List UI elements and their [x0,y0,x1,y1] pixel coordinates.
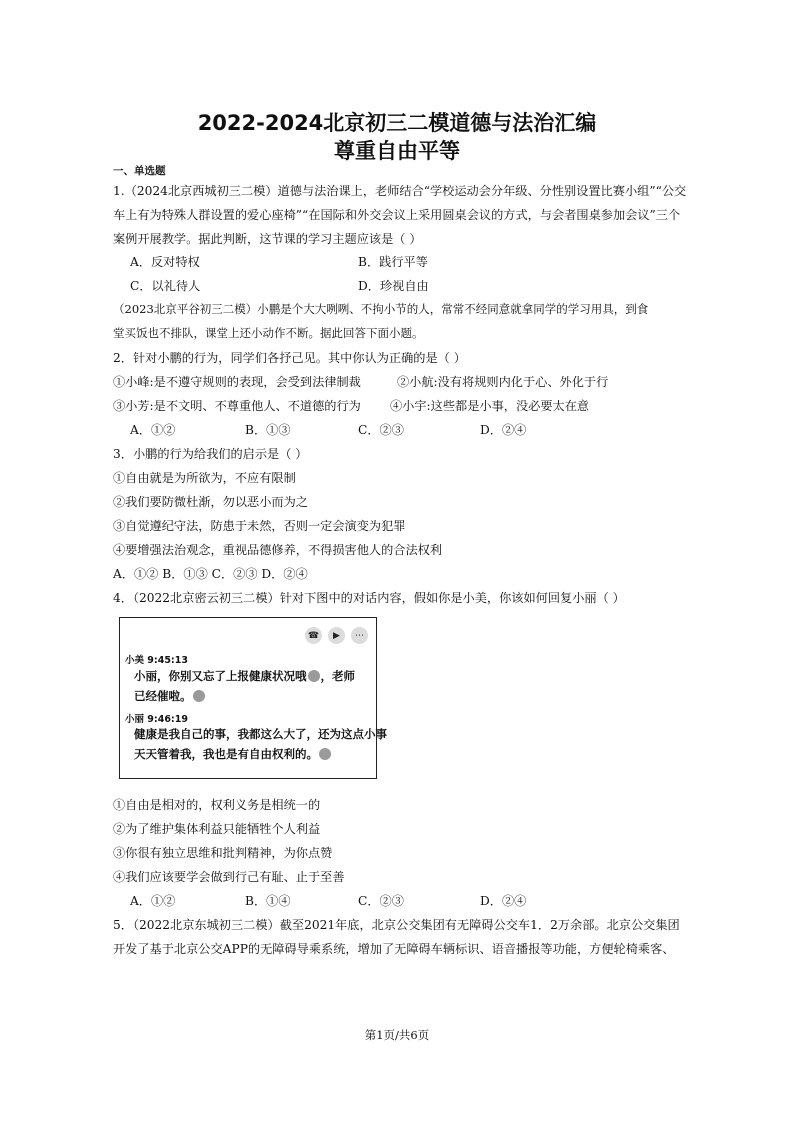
q1-stem-line3: 案例开展教学。据此判断，这节课的学习主题应该是（ ） [113,232,422,246]
q4-statement-2: ②为了维护集体利益只能牺牲个人利益 [113,822,321,836]
chat-message-2-line2: 天天管着我，我也是有自由权利的。 [134,747,318,761]
chat-sender-1: 小美 9:45:13 [125,655,188,666]
q3-statement-2: ②我们要防微杜渐，勿以恶小而为之 [113,495,308,509]
q1-option-a: A．反对特权 [130,255,200,269]
q4-option-a: A．①② [130,894,176,908]
chat-message-2 [134,724,387,764]
q3-statement-1: ①自由就是为所欲为，不应有限制 [113,471,296,485]
q1-option-c: C．以礼待人 [130,279,201,293]
q4-option-c: C．②③ [358,894,404,908]
annoyed-emoji-icon [319,748,331,760]
sunglasses-emoji-icon [308,670,320,682]
q4-stem: 4．（2022北京密云初三二模）针对下图中的对话内容，假如你是小美，你该如何回复小丽（ ） [113,591,625,605]
phone-icon: ☎ [305,627,322,644]
section-heading: 一、单选题 [113,165,166,177]
more-icon: ⋯ [351,627,368,644]
document-title: 2022-2024北京初三二模道德与法治汇编 [197,111,597,135]
document-subtitle: 尊重自由平等 [334,139,460,163]
passage-line2: 堂买饭也不排队，课堂上还小动作不断。据此回答下面小题。 [113,326,424,340]
q2-statement-2: ②小航:没有将规则内化于心、外化于行 [397,375,609,389]
chat-toolbar [305,627,368,644]
q2-option-a: A．①② [130,423,176,437]
q3-options: A．①② B．①③ C．②③ D．②④ [113,567,308,581]
q1-option-b: B．践行平等 [358,255,428,269]
q3-stem: 3．小鹏的行为给我们的启示是（ ） [113,447,308,461]
q2-statement-4: ④小宇:这些都是小事，没必要太在意 [390,399,590,413]
q3-statement-4: ④要增强法治观念，重视品德修养，不得损害他人的合法权利 [113,543,443,557]
q2-option-b: B．①③ [245,423,291,437]
q2-statement-1: ①小峰:是不遵守规则的表现，会受到法律制裁 [113,375,361,389]
q4-option-d: D．②④ [480,894,527,908]
q5-stem-line1: 5．（2022北京东城初三二模）截至2021年底，北京公交集团有无障碍公交车1．2万余部。北京公交集团 [113,918,680,932]
chat-message-2-line1: 健康是我自己的事，我都这么大了，还为这点小事 [134,727,387,741]
chat-message-1-line2: 已经催啦。 [134,689,192,703]
chat-sender-2: 小丽 9:46:19 [125,714,188,725]
q5-stem-line2: 开发了基于北京公交APP的无障碍导乘系统，增加了无障碍车辆标识、语音播报等功能，方便轮椅乘客、 [113,942,675,956]
video-icon: ▶ [328,627,345,644]
q4-statement-4: ④我们应该要学会做到行己有耻、止于至善 [113,870,345,884]
chat-screenshot [119,617,387,779]
q3-statement-3: ③自觉遵纪守法，防患于未然，否则一定会演变为犯罪 [113,519,406,533]
q2-statement-3: ③小芳:是不文明、不尊重他人、不道德的行为 [113,399,361,413]
q4-statement-1: ①自由是相对的，权利义务是相统一的 [113,798,321,812]
chat-message-1-line1: 小丽，你别又忘了上报健康状况哦 [134,669,307,683]
q1-stem-line1: 1.（2024北京西城初三二模）道德与法治课上，老师结合“学校运动会分年级、分性别设置比赛小组”“公交 [113,184,687,198]
q1-stem-line2: 车上有为特殊人群设置的爱心座椅”“在国际和外交会议上采用圆桌会议的方式，与会者围桌参加会议”三个 [113,208,681,222]
page-number: 第1页/共6页 [364,1028,430,1042]
q4-option-b: B．①④ [245,894,291,908]
q1-option-d: D．珍视自由 [358,279,429,293]
q2-option-c: C．②③ [358,423,404,437]
passage-line1: （2023北京平谷初三二模）小鹏是个大大咧咧、不拘小节的人，常常不经同意就拿同学的学习用具，到食 [113,302,649,316]
chat-message-1-tail: ，老师 [320,669,355,683]
q2-option-d: D．②④ [480,423,527,437]
q4-statement-3: ③你很有独立思维和批判精神，为你点赞 [113,846,333,860]
chat-message-1 [134,666,355,706]
q2-stem: 2．针对小鹏的行为，同学们各抒己见。其中你认为正确的是（ ） [113,351,466,365]
sad-emoji-icon [193,690,205,702]
